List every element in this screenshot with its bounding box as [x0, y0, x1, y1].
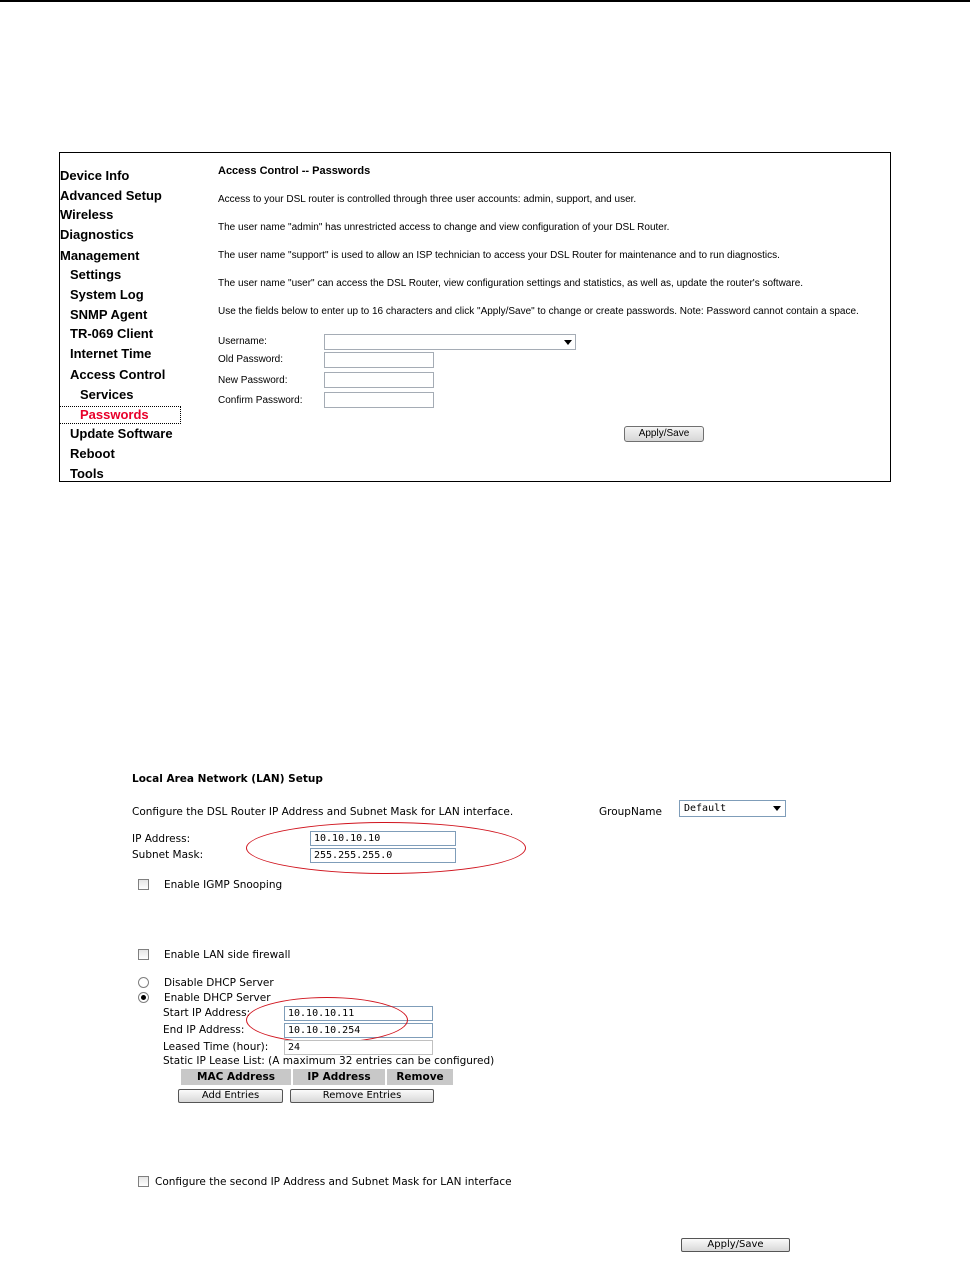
- sidebar-item-reboot[interactable]: Reboot: [70, 446, 115, 461]
- lan-apply-save-button[interactable]: Apply/Save: [681, 1238, 790, 1252]
- group-name-value: Default: [684, 803, 727, 814]
- admin-paragraph: The user name "admin" has unrestricted access to change and view configuration of your DSL Router.: [218, 222, 670, 233]
- end-ip-label: End IP Address:: [163, 1024, 245, 1036]
- old-password-input[interactable]: [324, 352, 434, 368]
- sidebar-item-advanced-setup[interactable]: Advanced Setup: [60, 188, 162, 203]
- chevron-down-icon: [564, 340, 572, 345]
- static-lease-list-label: Static IP Lease List: (A maximum 32 entries can be configured): [163, 1055, 495, 1067]
- intro-paragraph: Access to your DSL router is controlled through three user accounts: admin, support, and user.: [218, 194, 637, 205]
- sidebar-item-access-control[interactable]: Access Control: [70, 367, 166, 382]
- end-ip-input[interactable]: 10.10.10.254: [284, 1023, 433, 1038]
- sidebar-item-management[interactable]: Management: [60, 248, 140, 263]
- instructions-paragraph: Use the fields below to enter up to 16 characters and click "Apply/Save" to change or create passwords. Note: Password cannot contain a space.: [218, 306, 859, 317]
- passwords-content: [218, 153, 888, 481]
- lease-time-input[interactable]: 24: [284, 1040, 433, 1055]
- confirm-password-label: Confirm Password:: [218, 395, 303, 406]
- start-ip-input[interactable]: 10.10.10.11: [284, 1006, 433, 1021]
- dhcp-range-highlight-ellipse: [246, 997, 408, 1043]
- table-header-mac-address: MAC Address: [180, 1068, 292, 1086]
- igmp-snooping-label: Enable IGMP Snooping: [164, 879, 283, 891]
- old-password-label: Old Password:: [218, 354, 284, 365]
- igmp-snooping-checkbox[interactable]: [138, 879, 149, 890]
- sidebar-item-diagnostics[interactable]: Diagnostics: [60, 227, 134, 242]
- enable-dhcp-radio[interactable]: [138, 992, 149, 1003]
- enable-dhcp-label: Enable DHCP Server: [164, 992, 271, 1004]
- lan-firewall-checkbox[interactable]: [138, 949, 149, 960]
- sidebar-item-settings[interactable]: Settings: [70, 267, 122, 282]
- start-ip-label: Start IP Address:: [163, 1007, 251, 1019]
- group-name-select[interactable]: [679, 800, 786, 817]
- ip-highlight-ellipse: [246, 822, 526, 874]
- new-password-label: New Password:: [218, 375, 288, 386]
- chevron-down-icon: [773, 806, 781, 811]
- sidebar-item-snmp-agent[interactable]: SNMP Agent: [70, 307, 148, 322]
- sidebar-item-wireless[interactable]: Wireless: [60, 207, 114, 222]
- apply-save-button[interactable]: Apply/Save: [624, 426, 704, 442]
- sidebar-item-tr069-client[interactable]: TR-069 Client: [70, 326, 154, 341]
- sidebar-item-tools[interactable]: Tools: [70, 466, 104, 481]
- sidebar-item-device-info[interactable]: Device Info: [60, 168, 130, 183]
- disable-dhcp-radio[interactable]: [138, 977, 149, 988]
- ip-address-input[interactable]: 10.10.10.10: [310, 831, 456, 846]
- sidebar-item-internet-time[interactable]: Internet Time: [70, 346, 152, 361]
- sidebar-item-system-log[interactable]: System Log: [70, 287, 144, 302]
- lan-firewall-label: Enable LAN side firewall: [164, 949, 291, 961]
- second-ip-label: Configure the second IP Address and Subnet Mask for LAN interface: [155, 1176, 512, 1188]
- sidebar-menu: [60, 153, 182, 481]
- table-header-remove: Remove: [386, 1068, 454, 1086]
- new-password-input[interactable]: [324, 372, 434, 388]
- lan-intro-text: Configure the DSL Router IP Address and Subnet Mask for LAN interface.: [132, 806, 514, 818]
- page-title: Access Control -- Passwords: [218, 165, 371, 177]
- support-paragraph: The user name "support" is used to allow an ISP technician to access your DSL Router for maintenance and to run diagnostics.: [218, 250, 780, 261]
- sidebar-item-services[interactable]: Services: [80, 387, 134, 402]
- sidebar-item-update-software[interactable]: Update Software: [70, 426, 173, 441]
- passwords-screenshot: [59, 152, 891, 482]
- subnet-mask-input[interactable]: 255.255.255.0: [310, 848, 456, 863]
- sidebar-item-passwords[interactable]: Passwords: [60, 407, 180, 423]
- lan-page-title: Local Area Network (LAN) Setup: [132, 773, 323, 785]
- second-ip-checkbox[interactable]: [138, 1176, 149, 1187]
- username-select[interactable]: [324, 334, 576, 350]
- ip-address-label: IP Address:: [132, 833, 191, 845]
- lease-time-label: Leased Time (hour):: [163, 1041, 269, 1053]
- top-rule: [0, 0, 970, 2]
- remove-entries-button[interactable]: Remove Entries: [290, 1089, 434, 1103]
- add-entries-button[interactable]: Add Entries: [178, 1089, 283, 1103]
- confirm-password-input[interactable]: [324, 392, 434, 408]
- table-header-ip-address: IP Address: [292, 1068, 386, 1086]
- subnet-mask-label: Subnet Mask:: [132, 849, 204, 861]
- disable-dhcp-label: Disable DHCP Server: [164, 977, 274, 989]
- user-paragraph: The user name "user" can access the DSL Router, view configuration settings and statistics, as well as, update the router's software.: [218, 278, 804, 289]
- group-name-label: GroupName: [599, 806, 662, 818]
- username-label: Username:: [218, 336, 267, 347]
